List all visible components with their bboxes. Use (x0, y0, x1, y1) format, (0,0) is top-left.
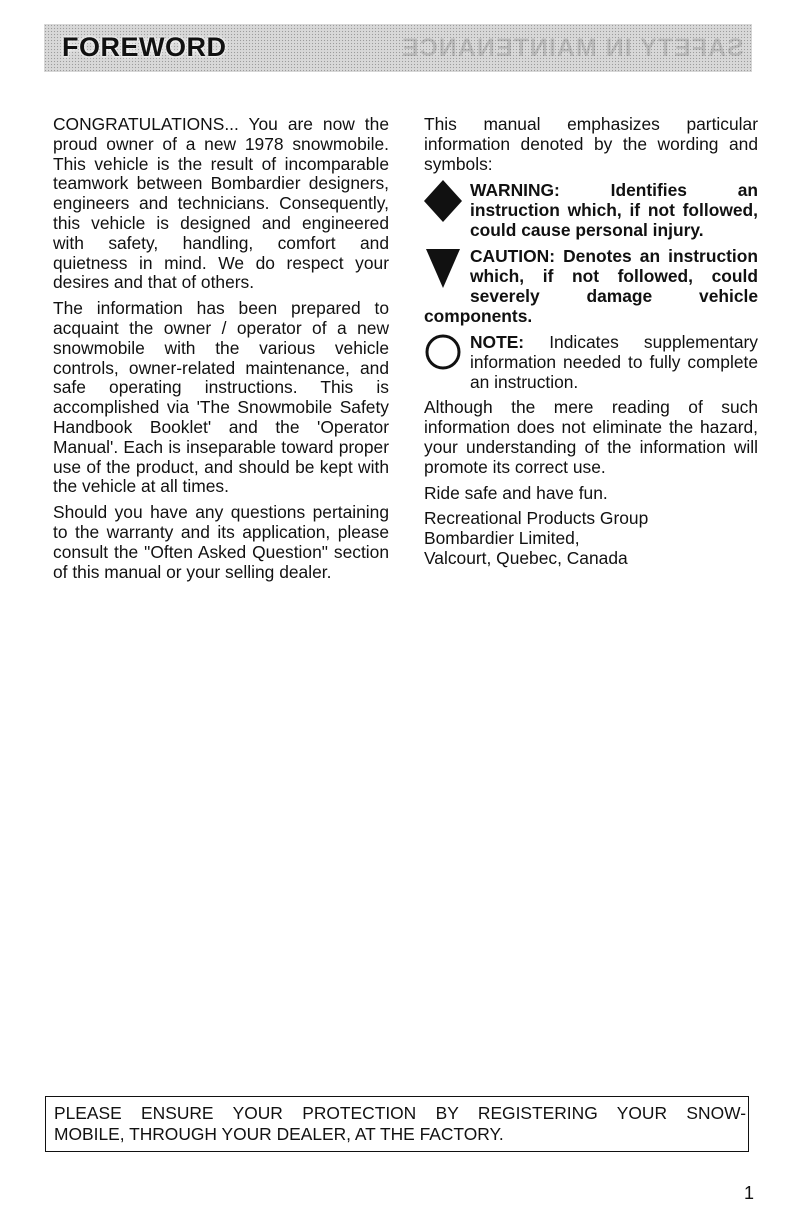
paragraph-congratulations: CONGRATULATIONS... You are now the proud owner of a new 1978 snowmobile. This vehicle is the result of incomparable teamwork between Bombardier designers, engineers and technicians. Consequently, this vehicle is designed and engineered with safety, handling, comfort and quietness in mind. We do respect your desires and that of others. (53, 114, 389, 293)
registration-notice-box (45, 1096, 749, 1152)
header-band (44, 24, 752, 72)
note-keyword: NOTE: (470, 332, 525, 353)
warning-block (424, 180, 758, 240)
warning-keyword: WARNING: (470, 180, 560, 201)
signature-line-3: Valcourt, Quebec, Canada (424, 547, 628, 568)
notice-line-1: PLEASE ENSURE YOUR PROTECTION BY REGISTERING YOUR SNOW- (54, 1103, 746, 1123)
caution-text: Denotes an instruction which, if not followed, could severely damage vehicle components. (424, 246, 758, 327)
note-block (424, 332, 758, 392)
page-title: FOREWORD (62, 32, 227, 62)
warning-text: Identifies an instruction which, if not followed, could cause personal injury. (470, 180, 758, 241)
paragraph-questions: Should you have any questions pertaining to the warranty and its application, please consult the "Often Asked Question" section of this manual or your selling dealer. (53, 502, 389, 582)
paragraph-understanding: Although the mere reading of such information does not eliminate the hazard, your understanding of the information will promote its correct use. (424, 397, 758, 477)
warning-diamond-icon (424, 180, 464, 224)
paragraph-information: The information has been prepared to acquaint the owner / operator of a new snowmobile with the various vehicle controls, owner-related maintenance, and safe operating instructions. This is accomplished via 'The Snowmobile Safety Handbook Booklet' and the 'Operator Manual'. Each is inseparable toward proper use of the product, and should be kept with the vehicle at all times. (53, 298, 389, 497)
signature-line-2: Bombardier Limited, (424, 528, 580, 549)
caution-block (424, 246, 758, 326)
right-column (424, 115, 758, 575)
note-text: Indicates supplementary information needed to fully complete an instruction. (470, 332, 758, 393)
caution-triangle-icon (424, 246, 464, 290)
page-number: 1 (743, 1183, 754, 1203)
paragraph-intro: This manual emphasizes particular information denoted by the wording and symbols: (424, 114, 758, 174)
header-ghost-text: SAFETY IN MAINTENANCE (401, 34, 744, 62)
left-column (53, 115, 389, 588)
note-circle-icon (424, 332, 464, 376)
signature-line-1: Recreational Products Group (424, 508, 649, 529)
notice-line-2: MOBILE, THROUGH YOUR DEALER, AT THE FACTORY. (54, 1124, 504, 1144)
caution-keyword: CAUTION: (470, 246, 556, 267)
ride-safe-text: Ride safe and have fun. (424, 482, 608, 503)
signature-block (424, 509, 758, 568)
